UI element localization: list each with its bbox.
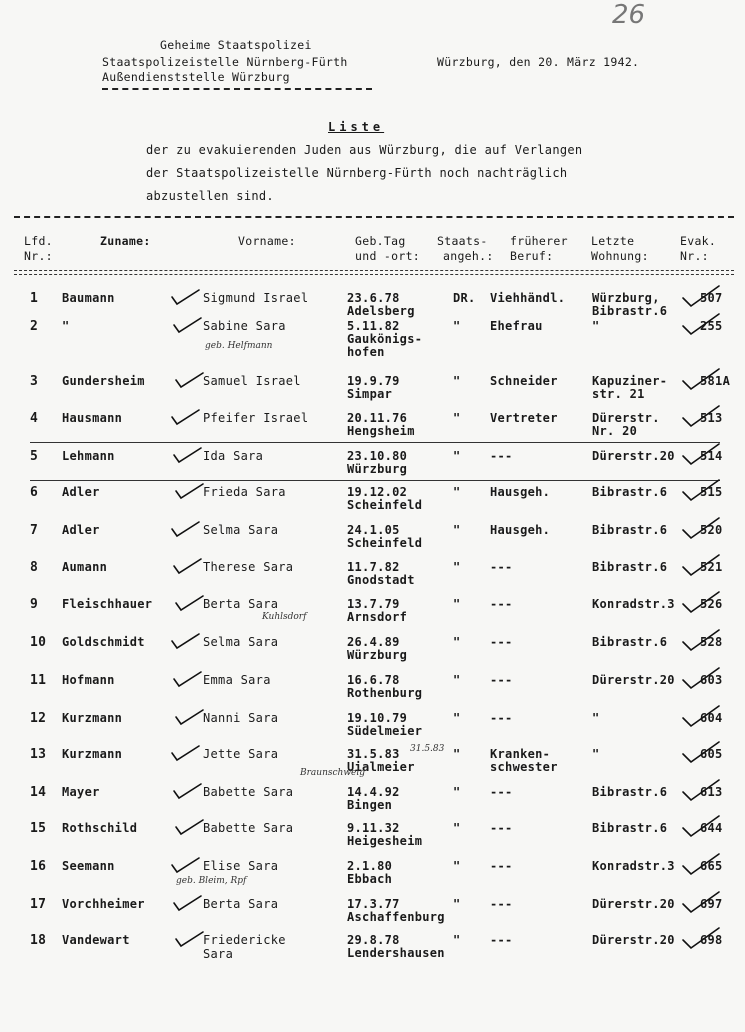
cell-evak: 521 xyxy=(700,560,723,574)
cell-evak: 514 xyxy=(700,449,723,463)
evak-checkmark xyxy=(683,592,719,612)
cell-surname: Vorchheimer xyxy=(62,897,145,911)
checkmark xyxy=(174,896,201,910)
checkmark xyxy=(174,448,201,462)
cell-address-2: Nr. 20 xyxy=(592,424,638,438)
cell-nr: 1 xyxy=(30,291,39,306)
annotation-braunschweig: Braunschweig xyxy=(300,768,365,778)
cell-job: --- xyxy=(490,785,513,799)
evak-checkmark xyxy=(683,480,719,500)
cell-citizen: " xyxy=(453,635,461,649)
col-header-birth-1: Geb.Tag xyxy=(355,234,406,248)
place-date: Würzburg, den 20. März 1942. xyxy=(437,55,640,69)
subtitle-line-2: der Staatspolizeistelle Nürnberg-Fürth noch nachträglich xyxy=(146,166,568,180)
cell-nr: 12 xyxy=(30,711,47,726)
cell-citizen: " xyxy=(453,711,461,725)
cell-surname: Kurzmann xyxy=(62,711,123,725)
col-header-evak-1: Evak. xyxy=(680,234,717,248)
cell-address-1: Bibrastr.6 xyxy=(592,635,668,649)
evak-checkmark xyxy=(683,816,719,836)
cell-birth-1: 14.4.92 xyxy=(347,785,400,799)
cell-job: Hausgeh. xyxy=(490,485,551,499)
cell-citizen: " xyxy=(453,449,461,463)
subtitle-line-3: abzustellen sind. xyxy=(146,189,274,203)
cell-birth-1: 11.7.82 xyxy=(347,560,400,574)
cell-address-1: Konradstr.3 xyxy=(592,859,675,873)
cell-job: --- xyxy=(490,897,513,911)
cell-evak: 644 xyxy=(700,821,723,835)
col-header-firstname: Vorname: xyxy=(238,234,296,248)
cell-job-2: schwester xyxy=(490,760,558,774)
cell-birth-2: Südelmeier xyxy=(347,724,423,738)
cell-firstname: Sigmund Israel xyxy=(203,291,309,305)
cell-firstname: Therese Sara xyxy=(203,560,294,574)
cell-surname: Rothschild xyxy=(62,821,138,835)
cell-firstname: Ida Sara xyxy=(203,449,264,463)
col-header-citizen-2: angeh.: xyxy=(443,249,494,263)
col-header-evak-2: Nr.: xyxy=(680,249,709,263)
cell-birth-2: Hengsheim xyxy=(347,424,415,438)
cell-nr: 16 xyxy=(30,859,47,874)
cell-job: --- xyxy=(490,673,513,687)
checkmark xyxy=(172,858,199,872)
cell-nr: 4 xyxy=(30,411,39,426)
cell-birth-2: Aschaffenburg xyxy=(347,910,445,924)
cell-citizen: " xyxy=(453,411,461,425)
cell-citizen: " xyxy=(453,897,461,911)
cell-job: Vertreter xyxy=(490,411,558,425)
col-header-address-2: Wohnung: xyxy=(591,249,649,263)
cell-birth-1: 19.12.02 xyxy=(347,485,408,499)
cell-firstname: Samuel Israel xyxy=(203,374,301,388)
annotation-kuhlsdorf: Kuhlsdorf xyxy=(262,612,307,622)
cell-nr: 14 xyxy=(30,785,47,800)
annotation-geb-helfmann: geb. Helfmann xyxy=(205,341,273,351)
cell-address-1: " xyxy=(592,319,600,333)
cell-surname: Fleischhauer xyxy=(62,597,153,611)
cell-birth-2: Würzburg xyxy=(347,462,408,476)
checkmark xyxy=(176,484,203,498)
cell-firstname: Sabine Sara xyxy=(203,319,286,333)
cell-birth-1: 13.7.79 xyxy=(347,597,400,611)
col-header-nr: Nr.: xyxy=(24,249,53,263)
evak-checkmark xyxy=(683,314,719,334)
cell-firstname: Friedericke xyxy=(203,933,286,947)
cell-evak: 613 xyxy=(700,785,723,799)
cell-surname: Mayer xyxy=(62,785,100,799)
cell-address-1: Bibrastr.6 xyxy=(592,485,668,499)
cell-evak: 605 xyxy=(700,747,723,761)
evak-checkmark xyxy=(683,742,719,762)
agency-line-1: Geheime Staatspolizei xyxy=(160,38,312,52)
cell-evak: 698 xyxy=(700,933,723,947)
cell-firstname: Berta Sara xyxy=(203,597,279,611)
cell-birth-1: 20.11.76 xyxy=(347,411,408,425)
cell-citizen: " xyxy=(453,785,461,799)
col-header-birth-2: und -ort: xyxy=(355,249,421,263)
cell-citizen: " xyxy=(453,747,461,761)
cell-job: Hausgeh. xyxy=(490,523,551,537)
cell-birth-1: 2.1.80 xyxy=(347,859,393,873)
cell-surname: Aumann xyxy=(62,560,108,574)
cell-surname: Goldschmidt xyxy=(62,635,145,649)
page-number-handwritten: 26 xyxy=(612,0,646,30)
col-header-job-1: früherer xyxy=(510,234,568,248)
cell-address-1: Bibrastr.6 xyxy=(592,523,668,537)
cell-address-1: " xyxy=(592,747,600,761)
agency-line-3: Außendienststelle Würzburg xyxy=(102,70,290,84)
cell-job: Viehhändl. xyxy=(490,291,566,305)
cell-birth-3: hofen xyxy=(347,345,385,359)
col-header-address-1: Letzte xyxy=(591,234,635,248)
checkmark xyxy=(174,672,201,686)
checkmark xyxy=(176,373,203,387)
cell-evak: 581A xyxy=(700,374,731,388)
cell-address-1: Bibrastr.6 xyxy=(592,785,668,799)
cell-evak: 665 xyxy=(700,859,723,873)
cell-citizen: " xyxy=(453,859,461,873)
checkmark xyxy=(176,932,203,946)
cell-birth-2: Scheinfeld xyxy=(347,498,423,512)
col-header-citizen-1: Staats- xyxy=(437,234,488,248)
cell-evak: 526 xyxy=(700,597,723,611)
cell-address-1: Würzburg, xyxy=(592,291,660,305)
cell-birth-2: Bingen xyxy=(347,798,393,812)
agency-line-2: Staatspolizeistelle Nürnberg-Fürth xyxy=(102,55,348,69)
cell-address-1: Konradstr.3 xyxy=(592,597,675,611)
cell-birth-1: 17.3.77 xyxy=(347,897,400,911)
cell-nr: 7 xyxy=(30,523,39,538)
cell-address-1: Bibrastr.6 xyxy=(592,560,668,574)
cell-birth-2: Scheinfeld xyxy=(347,536,423,550)
cell-address-2: Bibrastr.6 xyxy=(592,304,668,318)
cell-address-1: Kapuziner- xyxy=(592,374,668,388)
cell-birth-2: Adelsberg xyxy=(347,304,415,318)
checkmark xyxy=(174,559,201,573)
cell-evak: 515 xyxy=(700,485,723,499)
cell-job: Schneider xyxy=(490,374,558,388)
cell-nr: 17 xyxy=(30,897,47,912)
cell-birth-2: Würzburg xyxy=(347,648,408,662)
checkmark xyxy=(174,318,201,332)
cell-surname: Adler xyxy=(62,485,100,499)
cell-evak: 603 xyxy=(700,673,723,687)
cell-firstname: Elise Sara xyxy=(203,859,279,873)
cell-surname: Hofmann xyxy=(62,673,115,687)
checkmark xyxy=(172,410,199,424)
cell-firstname: Nanni Sara xyxy=(203,711,279,725)
cell-evak: 528 xyxy=(700,635,723,649)
cell-nr: 3 xyxy=(30,374,39,389)
cell-birth-1: 31.5.83 xyxy=(347,747,400,761)
cell-birth-2: Uialmeier xyxy=(347,760,415,774)
cell-citizen: " xyxy=(453,319,461,333)
cell-address-1: " xyxy=(592,711,600,725)
evak-checkmark xyxy=(683,892,719,912)
cell-birth-1: 19.9.79 xyxy=(347,374,400,388)
evak-checkmark xyxy=(683,406,719,426)
cell-evak: 604 xyxy=(700,711,723,725)
cell-nr: 11 xyxy=(30,673,47,688)
cell-firstname: Berta Sara xyxy=(203,897,279,911)
cell-job: Kranken- xyxy=(490,747,551,761)
cell-birth-1: 23.6.78 xyxy=(347,291,400,305)
cell-nr: 15 xyxy=(30,821,47,836)
cell-birth-2: Gnodstadt xyxy=(347,573,415,587)
cell-citizen: " xyxy=(453,597,461,611)
cell-job: Ehefrau xyxy=(490,319,543,333)
cell-firstname: Jette Sara xyxy=(203,747,279,761)
checkmark xyxy=(172,290,199,304)
cell-surname: Baumann xyxy=(62,291,115,305)
cell-firstname-2: Sara xyxy=(203,947,234,961)
annotation-geb-bleim: geb. Bleim, Rpf xyxy=(176,876,247,886)
cell-firstname: Emma Sara xyxy=(203,673,271,687)
cell-firstname: Babette Sara xyxy=(203,821,294,835)
cell-birth-1: 19.10.79 xyxy=(347,711,408,725)
cell-evak: 513 xyxy=(700,411,723,425)
cell-nr: 5 xyxy=(30,449,39,464)
cell-job: --- xyxy=(490,711,513,725)
evak-checkmark xyxy=(683,518,719,538)
checkmark xyxy=(176,820,203,834)
cell-citizen: " xyxy=(453,673,461,687)
cell-citizen: " xyxy=(453,374,461,388)
evak-checkmark xyxy=(683,928,719,948)
checkmark xyxy=(174,784,201,798)
cell-surname: Seemann xyxy=(62,859,115,873)
cell-surname: " xyxy=(62,319,70,333)
cell-birth-2: Heigesheim xyxy=(347,834,423,848)
cell-address-1: Dürerstr. xyxy=(592,411,660,425)
evak-checkmark xyxy=(683,854,719,874)
cell-address-1: Dürerstr.20 xyxy=(592,933,675,947)
cell-evak: 697 xyxy=(700,897,723,911)
cell-evak: 520 xyxy=(700,523,723,537)
cell-birth-2: Simpar xyxy=(347,387,393,401)
list-title: Liste xyxy=(328,120,385,134)
cell-firstname: Babette Sara xyxy=(203,785,294,799)
cell-firstname: Selma Sara xyxy=(203,523,279,537)
cell-job: --- xyxy=(490,635,513,649)
evak-checkmark xyxy=(683,780,719,800)
checkmark xyxy=(176,596,203,610)
cell-address-1: Dürerstr.20 xyxy=(592,673,675,687)
cell-birth-1: 29.8.78 xyxy=(347,933,400,947)
cell-surname: Hausmann xyxy=(62,411,123,425)
cell-firstname: Pfeifer Israel xyxy=(203,411,309,425)
cell-nr: 13 xyxy=(30,747,47,762)
cell-nr: 8 xyxy=(30,560,39,575)
cell-birth-1: 26.4.89 xyxy=(347,635,400,649)
cell-birth-2: Rothenburg xyxy=(347,686,423,700)
cell-birth-2: Gaukönigs- xyxy=(347,332,423,346)
cell-birth-1: 23.10.80 xyxy=(347,449,408,463)
evak-checkmark xyxy=(683,369,719,389)
cell-nr: 2 xyxy=(30,319,39,334)
checkmark xyxy=(172,522,199,536)
cell-birth-1: 5.11.82 xyxy=(347,319,400,333)
cell-citizen: " xyxy=(453,933,461,947)
cell-nr: 9 xyxy=(30,597,39,612)
evak-checkmark xyxy=(683,286,719,306)
cell-birth-1: 16.6.78 xyxy=(347,673,400,687)
cell-birth-2: Lendershausen xyxy=(347,946,445,960)
col-header-job-2: Beruf: xyxy=(510,249,554,263)
cell-evak: 255 xyxy=(700,319,723,333)
evak-checkmark xyxy=(683,444,719,464)
cell-nr: 6 xyxy=(30,485,39,500)
cell-citizen: " xyxy=(453,560,461,574)
cell-job: --- xyxy=(490,597,513,611)
cell-surname: Lehmann xyxy=(62,449,115,463)
evak-checkmark xyxy=(683,706,719,726)
evak-checkmark xyxy=(683,555,719,575)
cell-job: --- xyxy=(490,821,513,835)
cell-firstname: Selma Sara xyxy=(203,635,279,649)
cell-surname: Kurzmann xyxy=(62,747,123,761)
cell-citizen: " xyxy=(453,523,461,537)
cell-birth-1: 9.11.32 xyxy=(347,821,400,835)
cell-citizen: " xyxy=(453,485,461,499)
evak-checkmark xyxy=(683,668,719,688)
annotation-date-correction: 31.5.83 xyxy=(410,744,445,754)
cell-nr: 10 xyxy=(30,635,47,650)
evak-checkmark xyxy=(683,630,719,650)
cell-citizen: DR. xyxy=(453,291,476,305)
cell-address-1: Dürerstr.20 xyxy=(592,897,675,911)
checkmark xyxy=(172,634,199,648)
cell-birth-2: Arnsdorf xyxy=(347,610,408,624)
cell-surname: Vandewart xyxy=(62,933,130,947)
cell-surname: Gundersheim xyxy=(62,374,145,388)
checkmark xyxy=(176,710,203,724)
cell-job: --- xyxy=(490,449,513,463)
col-header-surname: Zuname: xyxy=(100,234,151,248)
subtitle-line-1: der zu evakuierenden Juden aus Würzburg, die auf Verlangen xyxy=(146,143,583,157)
cell-firstname: Frieda Sara xyxy=(203,485,286,499)
col-header-lfd: Lfd. xyxy=(24,234,53,248)
cell-address-1: Bibrastr.6 xyxy=(592,821,668,835)
cell-job: --- xyxy=(490,933,513,947)
checkmark xyxy=(172,746,199,760)
cell-evak: 507 xyxy=(700,291,723,305)
cell-birth-1: 24.1.05 xyxy=(347,523,400,537)
cell-citizen: " xyxy=(453,821,461,835)
cell-surname: Adler xyxy=(62,523,100,537)
cell-nr: 18 xyxy=(30,933,47,948)
cell-birth-2: Ebbach xyxy=(347,872,393,886)
cell-address-1: Dürerstr.20 xyxy=(592,449,675,463)
cell-address-2: str. 21 xyxy=(592,387,645,401)
cell-job: --- xyxy=(490,560,513,574)
cell-job: --- xyxy=(490,859,513,873)
